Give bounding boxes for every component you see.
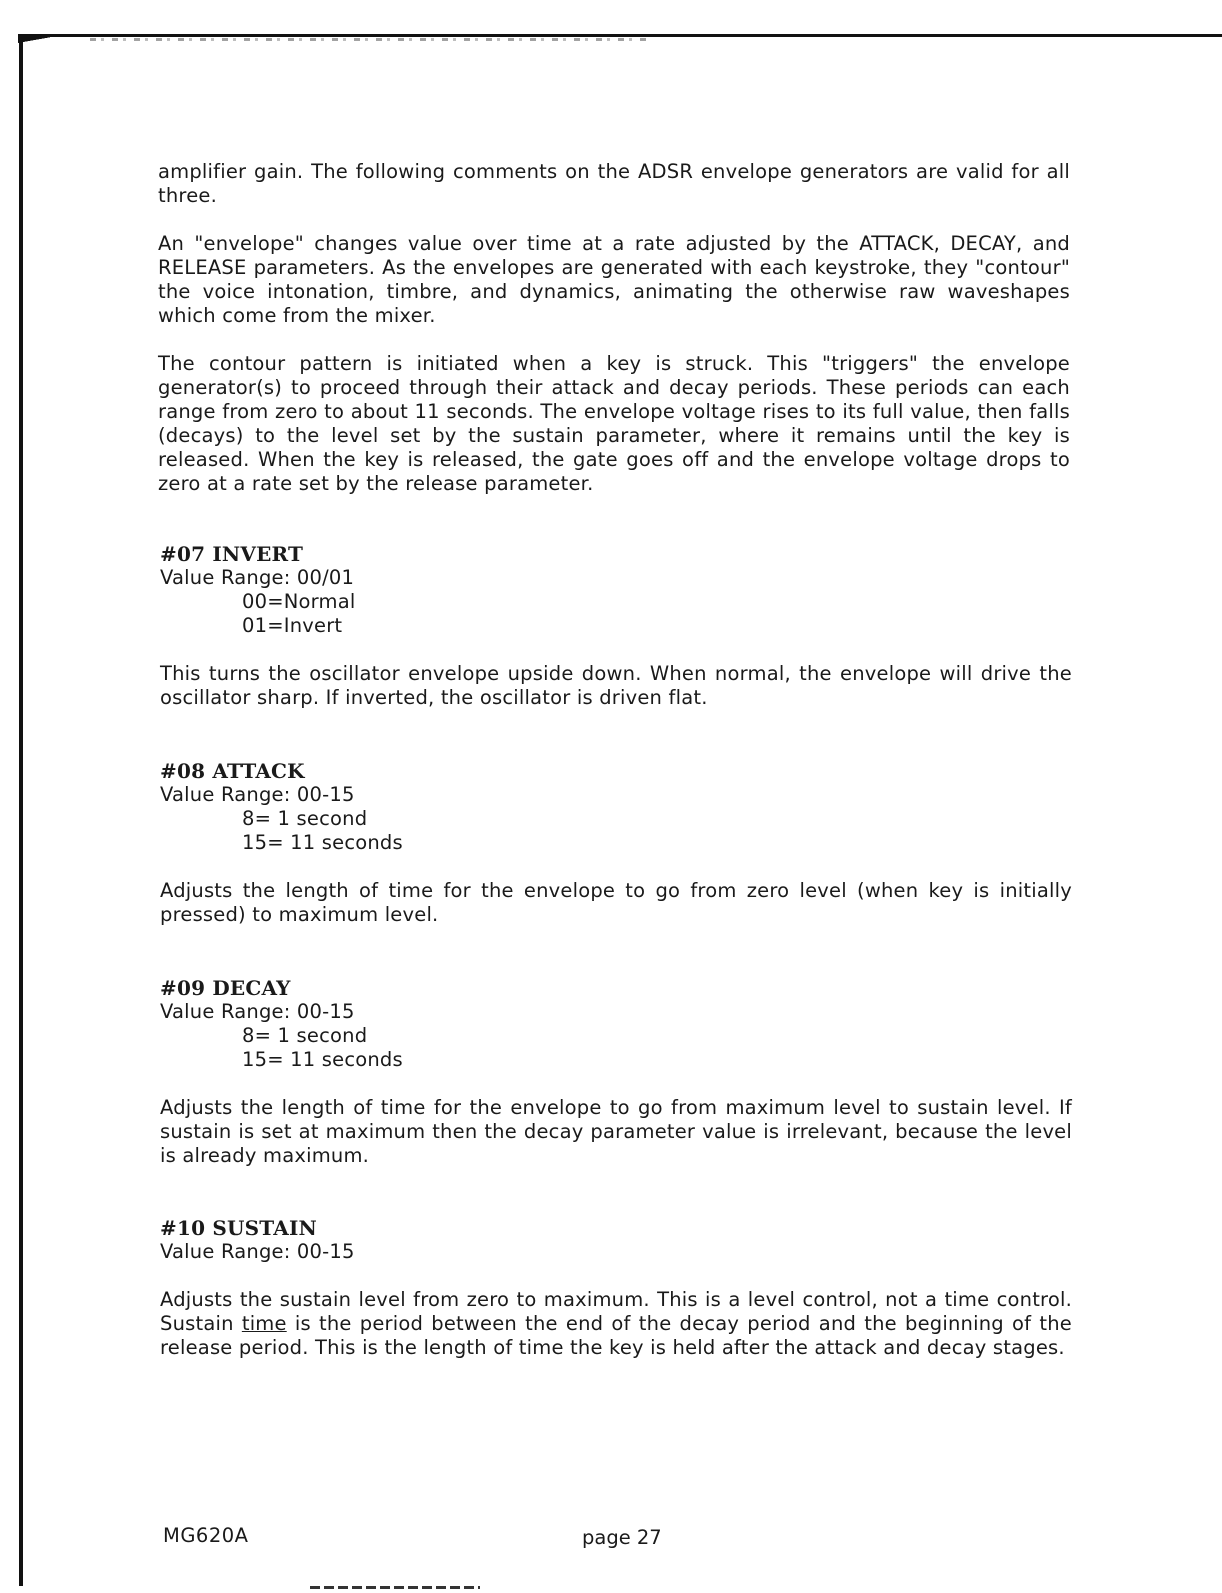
left-border-rule — [19, 34, 23, 1586]
intro-paragraph-2: An "envelope" changes value over time at a rate adjusted by the ATTACK, DECAY, and RELEASE parameters. As the envelopes are generated with each keystroke, they "contour" the voice intonation, timbre, and dynamics, animating the otherwise raw waveshapes which come from the mixer. — [158, 232, 1070, 327]
section-heading: #07 INVERT — [160, 542, 304, 566]
description-text: Adjusts the sustain level from zero to maximum. This is a level control, not a time control. Sustain — [160, 1288, 1072, 1335]
range-item: 15= 11 seconds — [242, 831, 403, 854]
description-text: is the period between the end of the decay period and the beginning of the release period. This is the length of time the key is held after the attack and decay stages. — [160, 1312, 1072, 1359]
range-item: 00=Normal — [242, 590, 356, 613]
range-item: 8= 1 second — [242, 807, 368, 830]
value-range: Value Range: 00/01 — [160, 566, 355, 589]
intro-text — [158, 160, 1070, 496]
section-description: Adjusts the length of time for the envelope to go from zero level (when key is initially pressed) to maximum level. — [160, 879, 1072, 926]
top-border-speckle — [90, 38, 650, 41]
section-invert — [160, 542, 1072, 710]
bottom-edge-marks — [310, 1586, 480, 1589]
footer-model-number: MG620A — [163, 1524, 249, 1547]
value-range: Value Range: 00-15 — [160, 1240, 355, 1263]
range-item: 15= 11 seconds — [242, 1048, 403, 1071]
intro-paragraph-1: amplifier gain. The following comments on the ADSR envelope generators are valid for all three. — [158, 160, 1070, 207]
range-item: 01=Invert — [242, 614, 343, 637]
section-heading: #10 SUSTAIN — [160, 1216, 318, 1240]
intro-paragraph-3: The contour pattern is initiated when a key is struck. This "triggers" the envelope generator(s) to proceed through their attack and decay periods. These periods can each range from zero to about 11 seconds. The envelope voltage rises to its full value, then falls (decays) to the level set by the sustain parameter, where it remains until the key is released. When the key is released, the gate goes off and the envelope voltage drops to zero at a rate set by the release parameter. — [158, 352, 1070, 495]
value-range: Value Range: 00-15 — [160, 783, 355, 806]
footer-page-number: page 27 — [582, 1526, 662, 1549]
section-sustain — [160, 1216, 1072, 1360]
underlined-term: time — [241, 1312, 287, 1335]
section-decay — [160, 976, 1072, 1168]
section-heading: #08 ATTACK — [160, 759, 305, 783]
section-description: Adjusts the length of time for the envelope to go from maximum level to sustain level. If sustain is set at maximum then the decay parameter value is irrelevant, because the level is already maximum. — [160, 1096, 1072, 1167]
value-range: Value Range: 00-15 — [160, 1000, 355, 1023]
section-heading: #09 DECAY — [160, 976, 291, 1000]
corner-mark — [18, 34, 50, 48]
top-border-rule — [18, 34, 1222, 37]
section-attack — [160, 759, 1072, 927]
section-description — [160, 1288, 1072, 1360]
section-description: This turns the oscillator envelope upside down. When normal, the envelope will drive the oscillator sharp. If inverted, the oscillator is driven flat. — [160, 662, 1072, 709]
range-item: 8= 1 second — [242, 1024, 368, 1047]
